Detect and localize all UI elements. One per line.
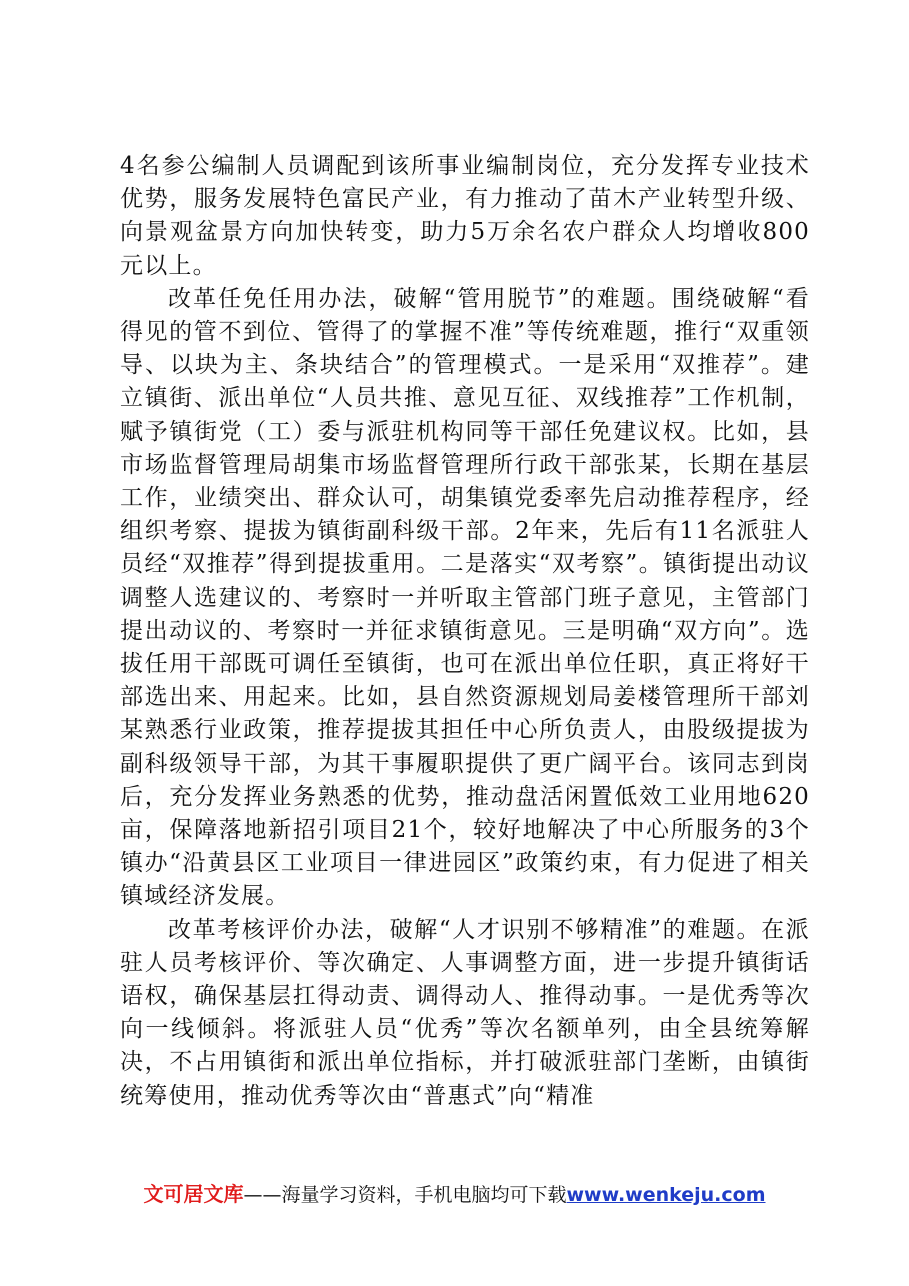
footer-slogan: ——海量学习资料，手机电脑均可下载 <box>243 1184 567 1206</box>
paragraph-1: 4名参公编制人员调配到该所事业编制岗位，充分发挥专业技术优势，服务发展特色富民产业，有力推动了苗木产业转型升级、向景观盆景方向加快转变，助力5万余名农户群众人均增收800元以上。 <box>120 153 810 279</box>
paragraph-3: 改革考核评价办法，破解“人才识别不够精准”的难题。在派驻人员考核评价、等次确定、人事调整方面，进一步提升镇街话语权，确保基层扛得动责、调得动人、推得动事。一是优秀等次向一线倾斜。将派驻人员“优秀”等次名额单列，由全县统筹解决，不占用镇街和派出单位指标，并打破派驻部门垄断，由镇街统筹使用，推动优秀等次由“普惠式”向“精准 <box>120 916 810 1109</box>
document-body <box>120 150 810 1113</box>
paragraph-2: 改革任免任用办法，破解“管用脱节”的难题。围绕破解“看得见的管不到位、管得了的掌握不准”等传统难题，推行“双重领导、以块为主、条块结合”的管理模式。一是采用“双推荐”。建立镇街、派出单位“人员共推、意见互征、双线推荐”工作机制，赋予镇街党（工）委与派驻机构同等干部任免建议权。比如，县市场监督管理局胡集市场监督管理所行政干部张某，长期在基层工作，业绩突出、群众认可，胡集镇党委率先启动推荐程序，经组织考察、提拔为镇街副科级干部。2年来，先后有11名派驻人员经“双推荐”得到提拔重用。二是落实“双考察”。镇街提出动议调整人选建议的、考察时一并听取主管部门班子意见，主管部门提出动议的、考察时一并征求镇街意见。三是明确“双方向”。选拔任用干部既可调任至镇街，也可在派出单位任职，真正将好干部选出来、用起来。比如，县自然资源规划局姜楼管理所干部刘某熟悉行业政策，推荐提拔其担任中心所负责人，由股级提拔为副科级领导干部，为其干事履职提供了更广阔平台。该同志到岗后，充分发挥业务熟悉的优势，推动盘活闲置低效工业用地620亩，保障落地新招引项目21个，较好地解决了中心所服务的3个镇办“沿黄县区工业项目一律进园区”政策约束，有力促进了相关镇域经济发展。 <box>120 285 810 910</box>
footer-brand: 文可居文库 <box>143 1182 244 1206</box>
footer-banner <box>0 1181 909 1208</box>
footer-site-link[interactable]: www.wenkeju.com <box>566 1184 766 1206</box>
